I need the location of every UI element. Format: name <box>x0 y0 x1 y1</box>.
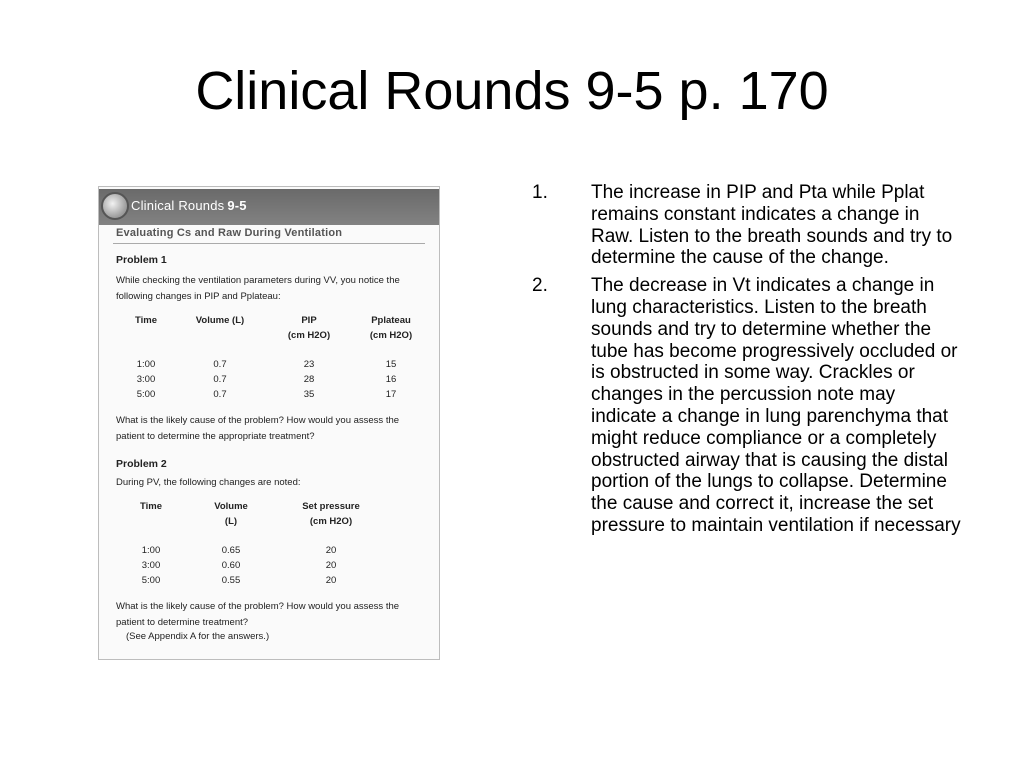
problem2-heading: Problem 2 <box>116 458 167 470</box>
scan-header-title <box>131 198 247 214</box>
circle-badge-icon <box>101 192 129 220</box>
table-cell: 28 <box>303 374 315 385</box>
problem1-col-time: Time <box>134 315 157 326</box>
problem2-text: During PV, the following changes are noted: <box>116 477 301 488</box>
problem2-unit-volume: (L) <box>224 516 238 527</box>
problem1-col-volume: Volume (L) <box>195 315 245 326</box>
problem1-text: While checking the ventilation parameters during VV, you notice the following changes in PIP and Pplateau: <box>116 275 400 302</box>
table-cell: 0.7 <box>213 374 227 385</box>
table-cell: 35 <box>303 389 315 400</box>
answer-text: The decrease in Vt indicates a change in lung characteristics. Listen to the breath sounds and try to determine whether the tube has become progressively occluded or is obstructed in some way. Crackles or changes in the percussion note may indicate a change in lung parenchyma that might reduce compliance or a completely obstructed airway that is causing the distal portion of the lungs to collapse. Determine the cause and correct it, increase the set pressure to maintain ventilation if necessary <box>591 275 961 536</box>
table-cell: 1:00 <box>136 359 156 370</box>
problem1-table <box>116 313 428 402</box>
problem1-unit-pip: (cm H2O) <box>287 330 331 341</box>
answer-number: 1. <box>532 182 548 203</box>
problem1-col-pip: PIP (cm H2O) <box>287 315 331 341</box>
scan-header-number: 9-5 <box>227 198 247 213</box>
answer-text: The increase in PIP and Pta while Pplat remains constant indicates a change in Raw. Listen to the breath sounds and try to determine the cause of the change. <box>591 182 953 269</box>
problem2-unit-set-pressure: (cm H2O) <box>309 516 353 527</box>
table-cell: 0.7 <box>213 389 227 400</box>
scan-header-label: Clinical Rounds <box>131 198 225 213</box>
problem1-question: What is the likely cause of the problem? How would you assess the patient to determine the appropriate treatment? <box>116 415 400 442</box>
problem2-header-row <box>116 499 428 529</box>
table-cell: 3:00 <box>136 374 156 385</box>
table-row <box>116 573 428 588</box>
table-row <box>116 558 428 573</box>
appendix-reference: (See Appendix A for the answers.) <box>126 631 270 642</box>
table-cell: 20 <box>325 545 337 556</box>
problem1-header-row <box>116 313 428 343</box>
table-row <box>116 387 428 402</box>
scan-subtitle: Evaluating Cs and Raw During Ventilation <box>116 227 343 239</box>
table-cell: 5:00 <box>141 575 161 586</box>
table-cell: 1:00 <box>141 545 161 556</box>
table-row <box>116 372 428 387</box>
table-cell: 15 <box>385 359 397 370</box>
table-cell: 20 <box>325 575 337 586</box>
table-cell: 0.60 <box>221 560 241 571</box>
table-cell: 3:00 <box>141 560 161 571</box>
answer-number: 2. <box>532 275 548 297</box>
table-cell: 0.55 <box>221 575 241 586</box>
table-cell: 20 <box>325 560 337 571</box>
list-item <box>532 275 964 537</box>
table-row <box>116 357 428 372</box>
problem2-table <box>116 499 428 588</box>
problem2-col-set-pressure: Set pressure (cm H2O) <box>302 501 360 527</box>
table-cell: 0.7 <box>213 359 227 370</box>
table-cell: 23 <box>303 359 315 370</box>
textbook-scan <box>98 186 440 660</box>
problem1-heading: Problem 1 <box>116 254 167 266</box>
slide-title: Clinical Rounds 9-5 p. 170 <box>195 61 829 121</box>
table-cell: 0.65 <box>221 545 241 556</box>
table-cell: 16 <box>385 374 397 385</box>
problem1-col-pplateau: Pplateau (cm H2O) <box>369 315 413 341</box>
table-cell: 5:00 <box>136 389 156 400</box>
list-item <box>532 182 964 269</box>
table-cell: 17 <box>385 389 397 400</box>
scan-divider <box>113 243 425 244</box>
answer-list <box>532 182 964 543</box>
problem2-col-time: Time <box>139 501 162 512</box>
table-row <box>116 543 428 558</box>
problem1-unit-pplateau: (cm H2O) <box>369 330 413 341</box>
scan-header <box>99 189 439 225</box>
problem2-col-volume: Volume (L) <box>214 501 248 527</box>
problem2-question: What is the likely cause of the problem? How would you assess the patient to determine treatment? <box>116 601 400 628</box>
